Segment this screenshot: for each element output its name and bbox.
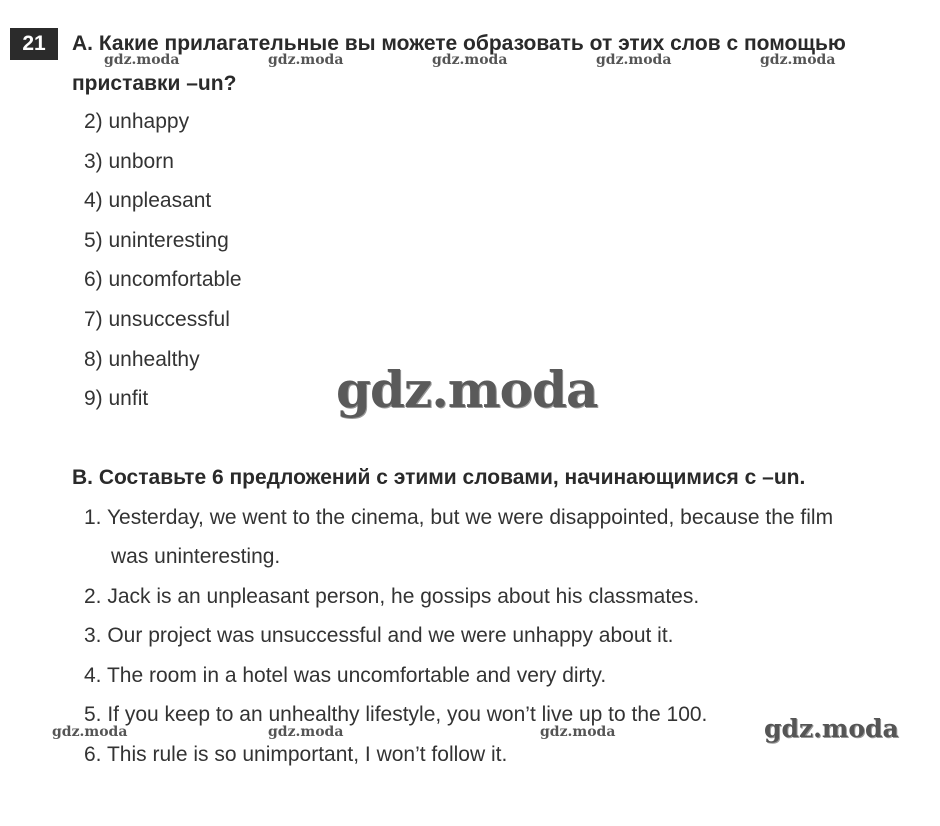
section-b-title: B. Составьте 6 предложений с этими словами, начинающимися с –un.: [72, 466, 806, 489]
watermark: gdz.moda: [432, 52, 508, 68]
list-item: 3) unborn: [84, 150, 174, 173]
sentence: 6. This rule is so unimportant, I won’t follow it.: [84, 743, 508, 766]
watermark: gdz.moda: [268, 724, 344, 740]
section-a-title: A. Какие прилагательные вы можете образовать от этих слов с помощью: [72, 32, 846, 55]
sentence: 1. Yesterday, we went to the cinema, but we were disappointed, because the film: [84, 506, 834, 529]
watermark-large: gdz.moda: [336, 360, 598, 419]
watermark: gdz.moda: [760, 52, 836, 68]
watermark: gdz.moda: [540, 724, 616, 740]
list-item: 9) unfit: [84, 387, 149, 410]
watermark: gdz.moda: [104, 52, 180, 68]
list-item: 5) uninteresting: [84, 229, 229, 252]
sentence: 2. Jack is an unpleasant person, he gossips about his classmates.: [84, 585, 700, 608]
watermark: gdz.moda: [268, 52, 344, 68]
list-item: 4) unpleasant: [84, 189, 212, 212]
section-a-title-continued: приставки –un?: [72, 72, 237, 95]
sentence-continued: was uninteresting.: [111, 545, 281, 568]
watermark-medium: gdz.moda: [764, 714, 899, 743]
list-item: 8) unhealthy: [84, 348, 200, 371]
list-item: 7) unsuccessful: [84, 308, 230, 331]
watermark: gdz.moda: [596, 52, 672, 68]
watermark: gdz.moda: [52, 724, 128, 740]
sentence: 3. Our project was unsuccessful and we were unhappy about it.: [84, 624, 674, 647]
exercise-number-badge: 21: [10, 28, 58, 60]
sentence: 5. If you keep to an unhealthy lifestyle, you won’t live up to the 100.: [84, 703, 708, 726]
sentence: 4. The room in a hotel was uncomfortable and very dirty.: [84, 664, 607, 687]
list-item: 2) unhappy: [84, 110, 190, 133]
list-item: 6) uncomfortable: [84, 268, 242, 291]
